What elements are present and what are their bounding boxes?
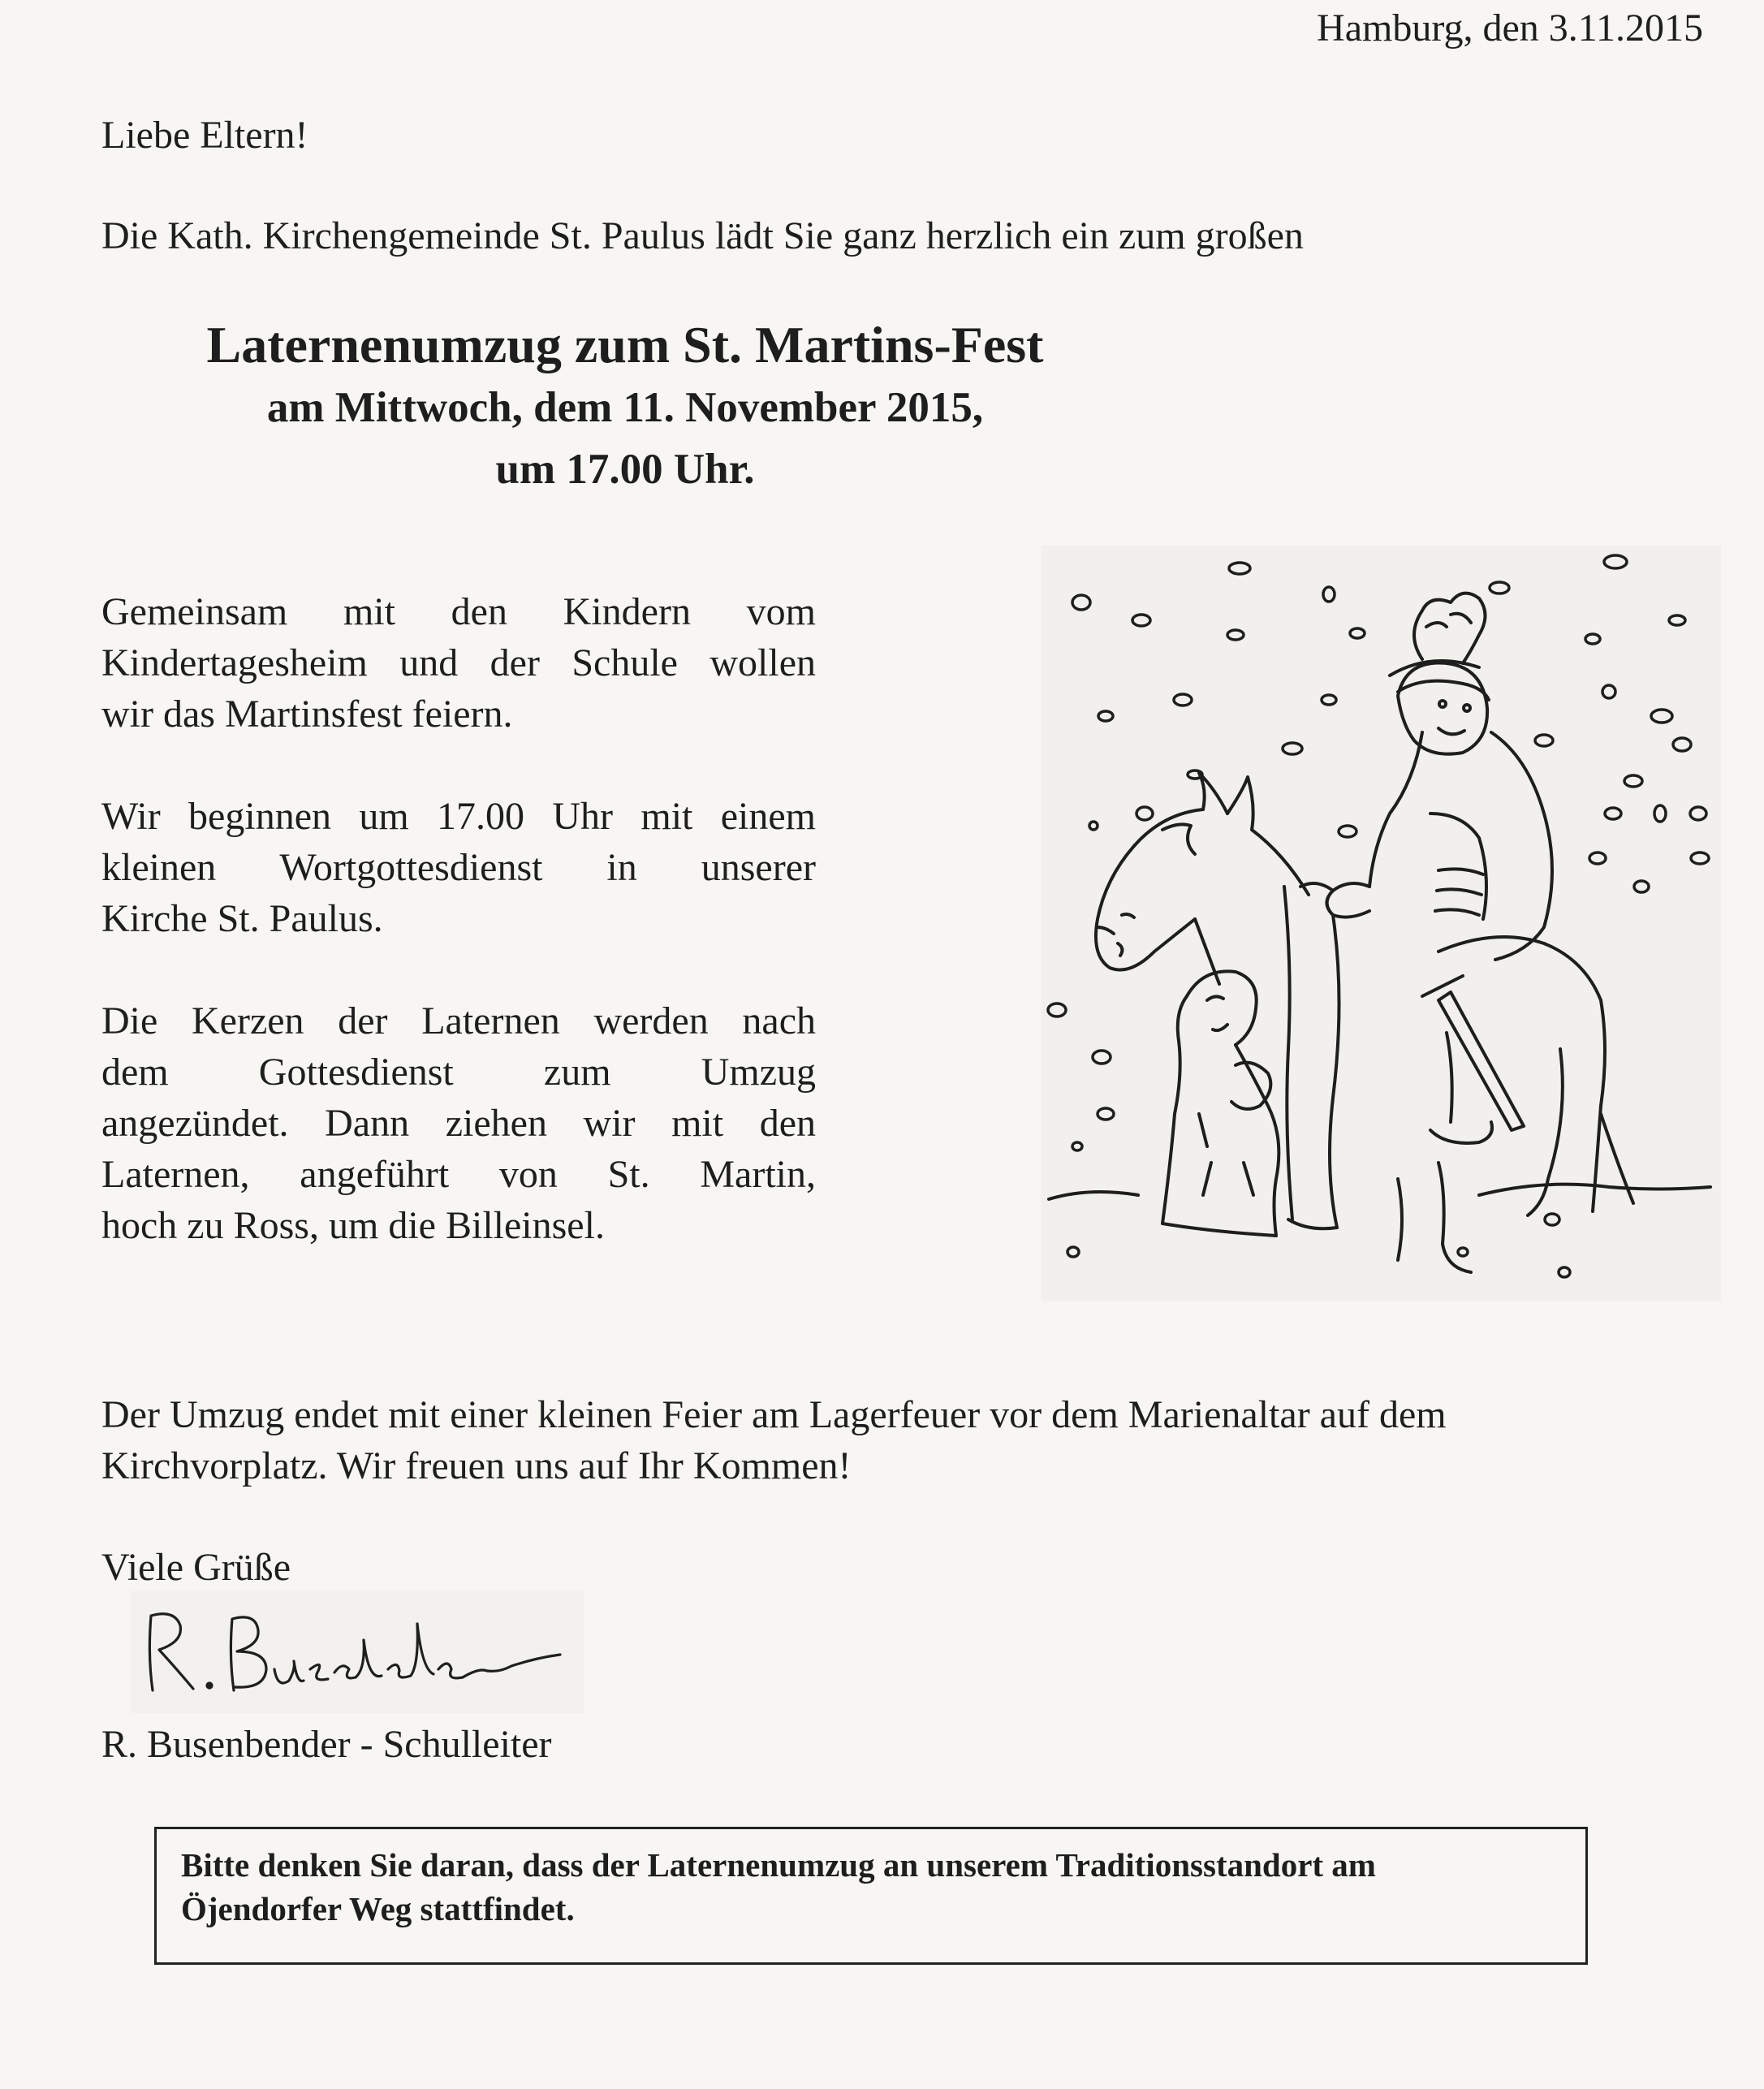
regards: Viele Grüße	[101, 1546, 291, 1589]
paragraph-line: Kindertagesheim und der Schule wollen	[101, 641, 816, 684]
notice-box	[154, 1827, 1588, 1965]
paragraph-line: Die Kerzen der Laternen werden nach	[101, 999, 816, 1042]
paragraph-line: kleinen Wortgottesdienst in unserer	[101, 846, 816, 889]
closing-line-2: Kirchvorplatz. Wir freuen uns auf Ihr Kommen!	[101, 1444, 852, 1487]
notice-line: Bitte denken Sie daran, dass der Laternenumzug an unserem Traditionsstandort am	[181, 1846, 1376, 1884]
notice-line: Öjendorfer Weg stattfindet.	[181, 1890, 575, 1927]
intro-text: Die Kath. Kirchengemeinde St. Paulus lädt Sie ganz herzlich ein zum großen	[101, 214, 1304, 257]
signer-name: R. Busenbender - Schulleiter	[101, 1723, 552, 1766]
paragraph-line: Wir beginnen um 17.00 Uhr mit einem	[101, 795, 816, 838]
greeting: Liebe Eltern!	[101, 114, 308, 157]
paragraph-line: hoch zu Ross, um die Billeinsel.	[101, 1204, 605, 1247]
paragraph-procession	[101, 995, 816, 1251]
event-title: Laternenumzug zum St. Martins-Fest	[206, 316, 1044, 373]
paragraph-line: Gemeinsam mit den Kindern vom	[101, 590, 816, 633]
event-time-line: um 17.00 Uhr.	[495, 446, 755, 493]
paragraph-line: dem Gottesdienst zum Umzug	[101, 1051, 816, 1094]
paragraph-line: angezündet. Dann ziehen wir mit den	[101, 1102, 816, 1145]
paragraph-service	[101, 791, 816, 944]
paragraph-line: wir das Martinsfest feiern.	[101, 693, 513, 736]
st-martin-horse-illustration-icon	[1041, 546, 1721, 1301]
letter-date: Hamburg, den 3.11.2015	[1317, 6, 1703, 50]
paragraph-line: Kirche St. Paulus.	[101, 897, 383, 940]
closing-line-1: Der Umzug endet mit einer kleinen Feier am Lagerfeuer vor dem Marienaltar auf dem	[101, 1393, 1447, 1436]
event-date-line: am Mittwoch, dem 11. November 2015,	[266, 384, 984, 431]
paragraph-line: Laternen, angeführt von St. Martin,	[101, 1153, 816, 1196]
paragraph-intro-celebration	[101, 586, 816, 740]
handwritten-signature	[130, 1591, 584, 1713]
